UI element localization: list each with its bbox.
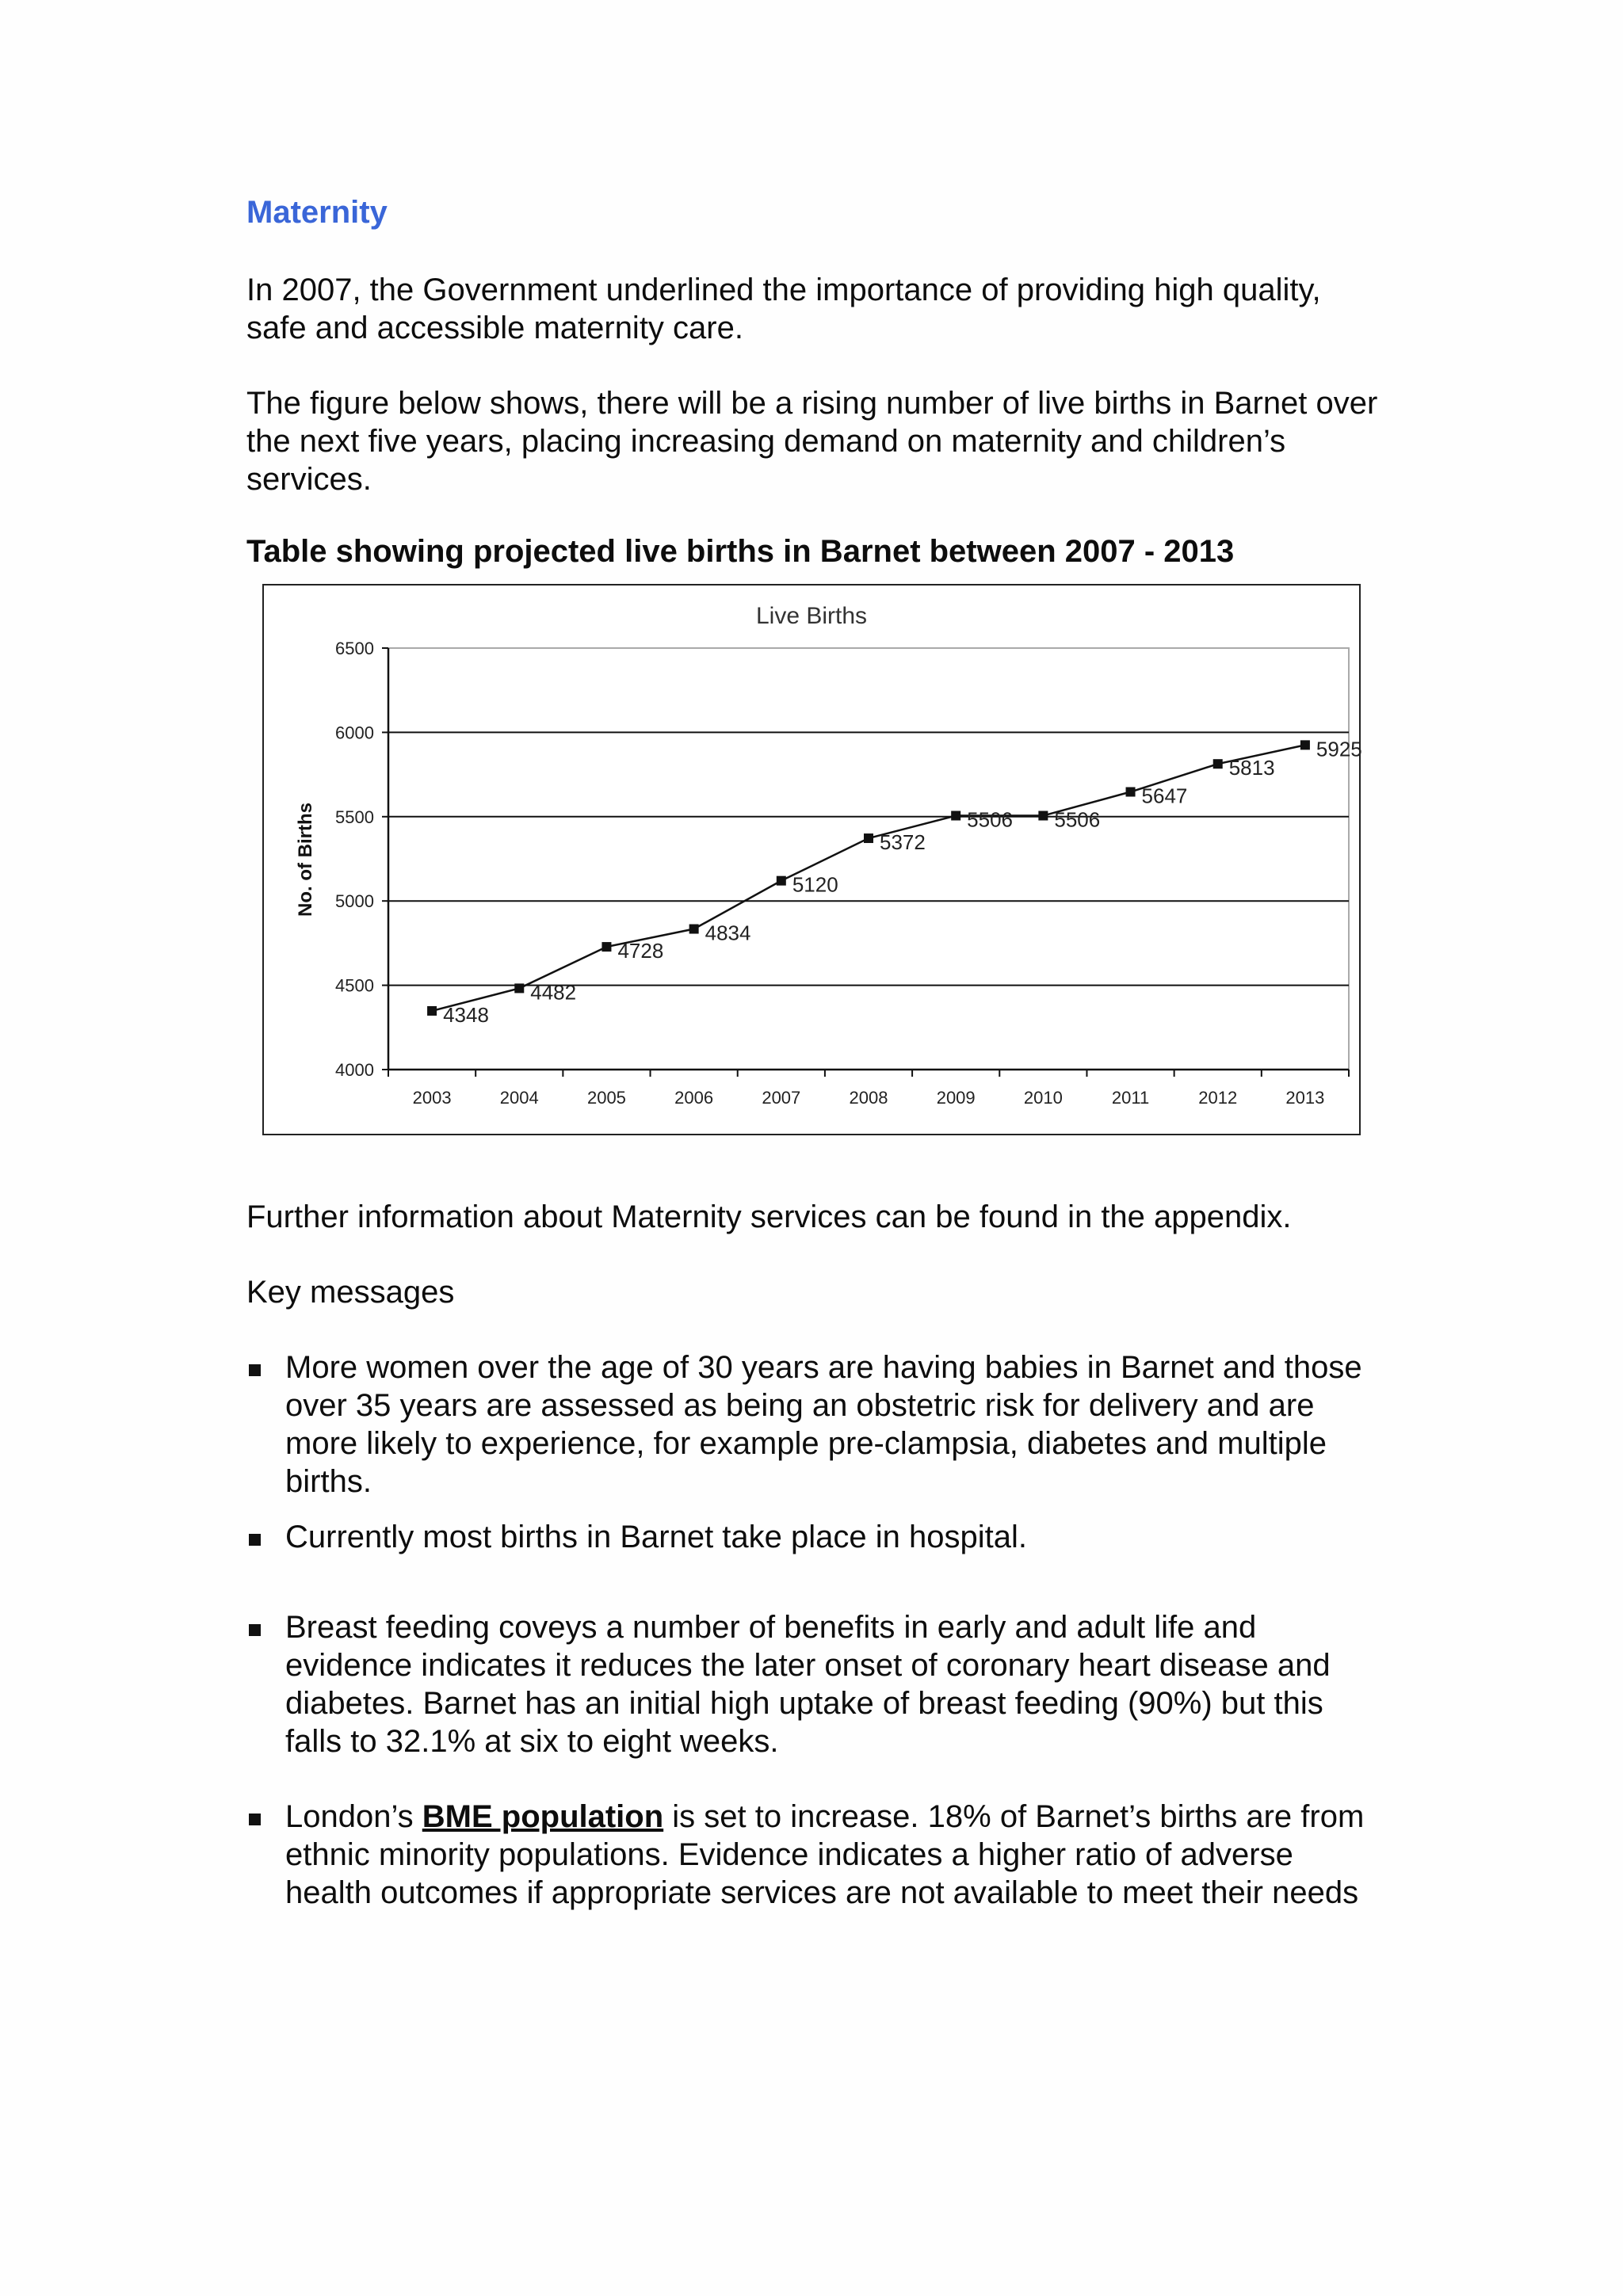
list-item	[246, 1798, 1388, 1912]
data-label: 5813	[1228, 756, 1275, 780]
y-tick-label: 5000	[335, 891, 374, 912]
x-tick-label: 2003	[412, 1088, 452, 1108]
x-tick-label: 2007	[762, 1088, 801, 1108]
intro-paragraph: In 2007, the Government underlined the importance of providing high quality, safe and accessible maternity care.	[246, 273, 1321, 345]
bullet-square-icon	[249, 1364, 261, 1376]
key-messages-label: Key messages	[246, 1275, 455, 1310]
x-tick-label: 2004	[499, 1088, 539, 1108]
list-item-text: More women over the age of 30 years are having babies in Barnet and those over 35 years are assessed as being an obstetric risk for delivery and are more likely to experience, for example pre-clampsia, diabetes and multiple births.	[285, 1350, 1362, 1499]
list-item	[246, 1518, 1388, 1556]
further-info-paragraph: Further information about Maternity services can be found in the appendix.	[246, 1199, 1292, 1234]
y-tick-label: 4500	[335, 975, 374, 996]
live-births-chart	[262, 584, 1361, 1135]
data-point	[1300, 740, 1310, 749]
y-tick-label: 5500	[335, 807, 374, 827]
data-label: 4348	[443, 1002, 489, 1027]
x-tick-label: 2006	[674, 1088, 714, 1108]
x-tick-label: 2005	[586, 1088, 626, 1108]
data-point	[1126, 788, 1136, 797]
x-tick-label: 2010	[1023, 1088, 1063, 1108]
x-tick-label: 2011	[1111, 1088, 1150, 1108]
data-point	[514, 983, 524, 993]
data-point	[1038, 811, 1048, 821]
bullet-square-icon	[249, 1814, 261, 1825]
data-label: 5120	[792, 872, 838, 897]
x-tick-label: 2009	[936, 1088, 976, 1108]
figure-intro-paragraph: The figure below shows, there will be a rising number of live births in Barnet over the next five years, placing increasing demand on maternity and children’s services.	[246, 386, 1378, 497]
chart-canvas	[264, 585, 1362, 1137]
y-tick-label: 6500	[335, 639, 374, 658]
bme-population-link[interactable]: BME population	[422, 1799, 664, 1834]
x-tick-label: 2008	[849, 1088, 888, 1108]
data-point	[601, 942, 611, 952]
data-label: 4728	[617, 939, 664, 963]
section-heading: Maternity	[246, 195, 388, 230]
data-point	[1213, 759, 1223, 769]
list-item-text	[285, 1798, 1388, 1912]
list-item-text: Currently most births in Barnet take place in hospital.	[285, 1520, 1027, 1554]
plot-area	[388, 648, 1349, 1070]
data-point	[427, 1006, 437, 1016]
data-label: 5372	[880, 830, 926, 855]
bme-prefix: London’s	[285, 1799, 422, 1834]
bullet-square-icon	[249, 1534, 261, 1546]
data-point	[864, 833, 873, 843]
data-label: 5506	[1054, 807, 1101, 832]
bme-suffix: is set to increase. 18% of Barnet’s births are from ethnic minority populations. Evidence indicates a higher ratio of adverse health outcomes if appropriate services are not available to meet their needs	[285, 1799, 1365, 1910]
list-item-text: Breast feeding coveys a number of benefits in early and adult life and evidence indicates it reduces the later onset of coronary heart disease and diabetes. Barnet has an initial high uptake of breast feeding (90%) but this falls to 32.1% at six to eight weeks.	[285, 1610, 1331, 1759]
list-item	[246, 1348, 1388, 1501]
data-point	[951, 811, 960, 821]
y-tick-label: 6000	[335, 723, 374, 743]
data-point	[777, 876, 786, 886]
list-item	[246, 1608, 1388, 1760]
table-caption: Table showing projected live births in Barnet between 2007 - 2013	[246, 534, 1235, 569]
x-tick-label: 2013	[1285, 1088, 1325, 1108]
bullet-square-icon	[249, 1624, 261, 1636]
chart-title: Live Births	[755, 603, 868, 629]
data-label: 5925	[1316, 737, 1362, 761]
data-label: 4482	[530, 980, 577, 1005]
data-label: 5506	[967, 807, 1014, 832]
y-tick-label: 4000	[335, 1060, 374, 1080]
x-tick-label: 2012	[1198, 1088, 1238, 1108]
data-label: 4834	[705, 921, 751, 945]
y-axis-label: No. of Births	[295, 803, 316, 917]
data-label: 5647	[1141, 784, 1188, 808]
data-point	[689, 925, 699, 934]
